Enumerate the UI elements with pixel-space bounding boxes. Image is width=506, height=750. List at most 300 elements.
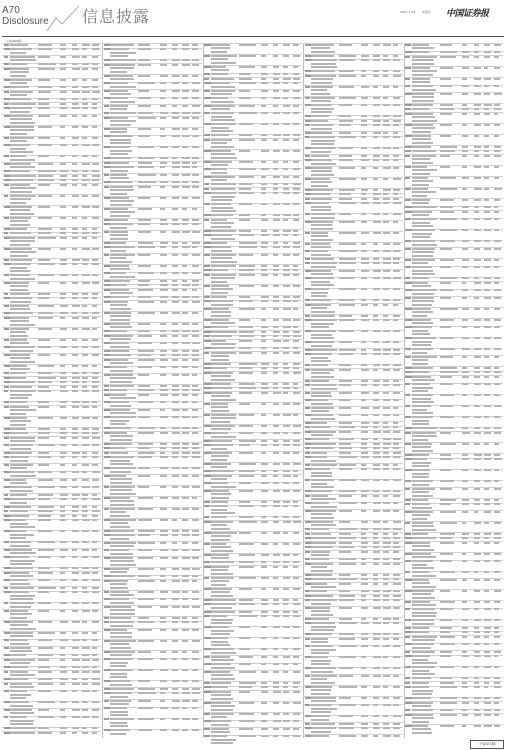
table-cell — [462, 166, 467, 168]
table-cell — [138, 97, 151, 99]
table-cell — [361, 44, 368, 46]
table-cell — [293, 482, 299, 484]
table-cell — [339, 319, 355, 321]
table-cell — [104, 354, 110, 356]
table-cell — [494, 56, 500, 58]
table-cell — [239, 97, 251, 99]
table-cell — [204, 501, 210, 503]
table-cell — [110, 515, 129, 517]
table-cell — [494, 150, 500, 152]
table-cell — [474, 337, 481, 339]
table-cell — [462, 537, 468, 539]
table-cell — [283, 720, 291, 722]
table-cell — [239, 242, 257, 244]
table-cell — [412, 70, 438, 72]
table-cell — [211, 550, 233, 552]
table-cell — [412, 597, 435, 599]
table-cell — [104, 707, 110, 709]
table-cell — [239, 490, 254, 492]
table-cell — [160, 342, 167, 344]
table-cell — [82, 659, 90, 661]
table-cell — [192, 48, 198, 50]
table-cell — [383, 159, 389, 161]
table-cell — [60, 312, 68, 314]
table-cell — [393, 392, 399, 394]
table-cell — [4, 56, 9, 58]
table-cell — [261, 702, 267, 704]
table-cell — [311, 498, 336, 500]
table-cell — [60, 639, 68, 641]
table-cell — [484, 682, 490, 684]
table-cell — [273, 112, 280, 114]
table-cell — [110, 101, 134, 103]
table-cell — [393, 299, 400, 301]
table-cell — [412, 304, 433, 306]
table-cell — [412, 545, 431, 547]
table-cell — [60, 632, 66, 634]
table-cell — [38, 602, 51, 604]
table-cell — [311, 59, 337, 61]
table-cell — [311, 614, 332, 616]
table-cell — [440, 619, 453, 621]
table-cell — [283, 475, 291, 477]
table-cell — [60, 486, 67, 488]
table-cell — [38, 98, 49, 100]
table-cell — [138, 575, 149, 577]
table-cell — [283, 516, 289, 518]
table-cell — [393, 431, 400, 433]
table-cell — [412, 162, 433, 164]
table-cell — [10, 587, 34, 589]
table-cell — [305, 364, 311, 366]
newspaper-logo: 中国证券报 — [446, 9, 489, 19]
table-cell — [283, 577, 290, 579]
table-cell — [10, 526, 35, 528]
table-cell — [182, 246, 189, 248]
table-cell — [10, 720, 34, 722]
table-cell — [211, 444, 233, 446]
table-cell — [160, 452, 165, 454]
table-cell — [60, 671, 67, 673]
table-cell — [4, 610, 10, 612]
table-cell — [440, 427, 455, 429]
table-cell — [160, 359, 168, 361]
table-cell — [110, 189, 134, 191]
table-cell — [138, 166, 154, 168]
table-cell — [311, 574, 332, 576]
table-cell — [474, 85, 481, 87]
table-cell — [494, 709, 500, 711]
table-cell — [383, 262, 391, 264]
table-cell — [82, 452, 87, 454]
table-cell — [92, 678, 100, 680]
table-cell — [38, 647, 53, 649]
table-cell — [38, 591, 49, 593]
table-cell — [182, 568, 190, 570]
table-cell — [412, 131, 431, 133]
table-cell — [393, 202, 401, 204]
table-cell — [138, 617, 149, 619]
table-cell — [92, 305, 97, 307]
table-cell — [494, 631, 499, 633]
table-cell — [160, 542, 166, 544]
table-cell — [60, 217, 66, 219]
table-cell — [92, 428, 99, 430]
table-cell — [383, 270, 390, 272]
table-cell — [339, 243, 356, 245]
table-cell — [72, 377, 80, 379]
table-cell — [192, 135, 199, 137]
table-cell — [204, 123, 210, 125]
table-cell — [211, 265, 236, 267]
table-cell — [393, 369, 399, 371]
table-cell — [383, 232, 390, 234]
table-cell — [204, 720, 210, 722]
table-cell — [82, 515, 87, 517]
table-cell — [172, 335, 177, 337]
table-cell — [311, 414, 333, 416]
table-cell — [412, 686, 430, 688]
table-cell — [283, 735, 289, 737]
table-cell — [393, 136, 399, 138]
table-cell — [293, 691, 300, 693]
table-cell — [138, 162, 152, 164]
table-cell — [393, 277, 400, 279]
section-title-chinese: 信息披露 — [82, 7, 151, 26]
table-cell — [273, 392, 281, 394]
table-cell — [462, 188, 468, 190]
table-cell — [192, 359, 198, 361]
table-cell — [283, 105, 290, 107]
table-cell — [305, 426, 310, 428]
table-cell — [92, 452, 98, 454]
table-cell — [393, 97, 400, 99]
table-cell — [273, 188, 278, 190]
table-cell — [192, 580, 197, 582]
table-cell — [110, 447, 126, 449]
table-cell — [383, 502, 390, 504]
table-cell — [110, 700, 131, 702]
table-cell — [494, 326, 501, 328]
table-cell — [474, 686, 481, 688]
table-cell — [273, 123, 279, 125]
table-cell — [494, 677, 501, 679]
table-cell — [373, 392, 378, 394]
table-cell — [211, 326, 228, 328]
table-cell — [412, 725, 428, 727]
table-cell — [38, 610, 49, 612]
table-cell — [339, 159, 353, 161]
table-cell — [412, 150, 436, 152]
table-cell — [305, 537, 311, 539]
table-cell — [462, 85, 469, 87]
table-cell — [293, 403, 300, 405]
table-cell — [273, 425, 279, 427]
table-cell — [92, 437, 100, 439]
table-cell — [305, 86, 310, 88]
table-cell — [311, 678, 327, 680]
table-cell — [138, 59, 150, 61]
table-cell — [60, 417, 67, 419]
table-cell — [383, 341, 390, 343]
table-cell — [138, 443, 153, 445]
table-cell — [211, 395, 230, 397]
table-cell — [110, 680, 131, 682]
table-cell — [361, 607, 368, 609]
table-cell — [462, 155, 467, 157]
table-cell — [361, 258, 368, 260]
table-cell — [373, 735, 378, 737]
table-cell — [110, 519, 136, 521]
table-cell — [82, 464, 89, 466]
table-cell — [440, 297, 452, 299]
table-cell — [462, 282, 467, 284]
table-cell — [211, 164, 228, 166]
table-cell — [261, 73, 268, 75]
table-cell — [110, 131, 127, 133]
table-cell — [261, 501, 267, 503]
table-cell — [192, 242, 199, 244]
table-cell — [383, 364, 388, 366]
table-cell — [339, 262, 356, 264]
table-cell — [283, 713, 289, 715]
table-cell — [373, 563, 378, 565]
table-cell — [104, 112, 109, 114]
table-cell — [261, 392, 268, 394]
table-cell — [211, 641, 228, 643]
table-cell — [10, 293, 30, 295]
table-cell — [182, 575, 189, 577]
table-cell — [361, 479, 369, 481]
table-cell — [373, 97, 380, 99]
table-cell — [10, 278, 35, 280]
table-cell — [462, 651, 467, 653]
table-cell — [211, 315, 232, 317]
table-cell — [138, 606, 151, 608]
table-cell — [138, 82, 154, 84]
table-cell — [211, 101, 234, 103]
table-cell — [60, 63, 66, 65]
table-cell — [211, 199, 232, 201]
table-cell — [110, 621, 134, 623]
table-cell — [211, 355, 229, 357]
table-cell — [92, 471, 100, 473]
table-cell — [383, 537, 390, 539]
table-cell — [412, 593, 431, 595]
table-cell — [10, 357, 30, 359]
table-cell — [494, 427, 502, 429]
table-cell — [110, 272, 126, 274]
table-cell — [192, 296, 198, 298]
table-cell — [110, 362, 133, 364]
table-cell — [494, 240, 501, 242]
table-cell — [293, 203, 300, 205]
table-cell — [484, 636, 490, 638]
table-cell — [339, 645, 357, 647]
table-cell — [283, 274, 290, 276]
table-cell — [405, 636, 410, 638]
table-cell — [462, 289, 468, 291]
table-cell — [10, 678, 28, 680]
table-cell — [494, 383, 500, 385]
table-cell — [211, 55, 237, 57]
table-cell — [311, 403, 333, 405]
table-cell — [412, 177, 429, 179]
table-cell — [211, 238, 235, 240]
table-cell — [412, 104, 433, 106]
table-cell — [293, 134, 300, 136]
table-cell — [474, 571, 479, 573]
table-cell — [305, 551, 310, 553]
table-cell — [474, 104, 481, 106]
table-cell — [462, 627, 468, 629]
table-cell — [110, 420, 129, 422]
table-cell — [172, 112, 179, 114]
table-cell — [110, 583, 127, 585]
table-cell — [211, 497, 230, 499]
table-cell — [172, 174, 179, 176]
table-cell — [305, 315, 310, 317]
table-cell — [38, 163, 53, 165]
table-cell — [110, 326, 132, 328]
table-cell — [82, 195, 88, 197]
table-cell — [462, 367, 467, 369]
table-cell — [261, 254, 268, 256]
table-cell — [182, 284, 190, 286]
table-cell — [10, 191, 32, 193]
table-cell — [393, 258, 400, 260]
table-cell — [172, 591, 180, 593]
table-cell — [211, 82, 230, 84]
table-cell — [239, 475, 254, 477]
table-cell — [383, 399, 390, 401]
table-cell — [311, 426, 330, 428]
table-cell — [484, 511, 491, 513]
table-cell — [192, 335, 198, 337]
table-cell — [273, 516, 278, 518]
table-cell — [311, 100, 331, 102]
table-cell — [92, 610, 98, 612]
table-cell — [110, 186, 133, 188]
table-cell — [110, 153, 128, 155]
table-cell — [339, 270, 355, 272]
table-cell — [192, 575, 198, 577]
table-cell — [440, 627, 453, 629]
table-cell — [10, 530, 26, 532]
table-cell — [311, 697, 336, 699]
table-cell — [92, 486, 99, 488]
table-cell — [412, 63, 435, 65]
table-cell — [412, 631, 430, 633]
table-cell — [160, 272, 167, 274]
table-cell — [440, 371, 458, 373]
table-cell — [393, 349, 399, 351]
table-cell — [4, 63, 10, 65]
table-cell — [182, 621, 189, 623]
table-cell — [211, 150, 231, 152]
table-cell — [38, 690, 51, 692]
table-cell — [305, 193, 311, 195]
table-cell — [293, 112, 300, 114]
table-cell — [110, 200, 134, 202]
table-cell — [92, 530, 98, 532]
table-cell — [211, 108, 231, 110]
table-cell — [373, 167, 378, 169]
table-cell — [10, 666, 28, 668]
table-cell — [110, 342, 128, 344]
table-cell — [10, 647, 31, 649]
table-cell — [474, 93, 482, 95]
table-cell — [192, 692, 199, 694]
table-cell — [311, 595, 333, 597]
table-cell — [305, 369, 310, 371]
table-cell — [361, 232, 368, 234]
table-cell — [412, 166, 428, 168]
table-cell — [138, 289, 152, 291]
table-cell — [361, 364, 366, 366]
table-cell — [405, 383, 410, 385]
table-cell — [160, 718, 165, 720]
table-cell — [305, 250, 310, 252]
table-cell — [110, 105, 127, 107]
table-cell — [72, 572, 79, 574]
table-cell — [393, 189, 400, 191]
table-cell — [92, 317, 97, 319]
table-cell — [160, 354, 165, 356]
table-cell — [182, 135, 190, 137]
table-column — [2, 43, 102, 738]
table-cell — [412, 608, 435, 610]
table-cell — [305, 558, 310, 560]
table-cell — [412, 564, 428, 566]
table-cell — [110, 676, 127, 678]
table-cell — [10, 79, 32, 81]
table-cell — [283, 372, 289, 374]
table-cell — [211, 372, 233, 374]
table-cell — [412, 454, 430, 456]
table-cell — [10, 671, 28, 673]
table-cell — [484, 337, 491, 339]
table-cell — [412, 693, 432, 695]
table-cell — [60, 377, 67, 379]
table-cell — [10, 209, 30, 211]
table-cell — [311, 170, 332, 172]
table-cell — [4, 602, 9, 604]
table-cell — [182, 580, 189, 582]
table-cell — [38, 137, 50, 139]
table-cell — [172, 162, 179, 164]
table-cell — [373, 414, 378, 416]
table-cell — [211, 622, 232, 624]
table-cell — [110, 452, 128, 454]
table-cell — [92, 572, 98, 574]
table-cell — [110, 522, 128, 524]
table-cell — [239, 686, 252, 688]
table-cell — [211, 157, 237, 159]
table-cell — [211, 73, 228, 75]
table-cell — [92, 217, 99, 219]
table-cell — [405, 356, 411, 358]
table-cell — [138, 568, 154, 570]
table-cell — [383, 392, 389, 394]
table-cell — [92, 556, 99, 558]
table-cell — [293, 501, 299, 503]
table-cell — [10, 335, 28, 337]
table-cell — [204, 112, 210, 114]
table-cell — [138, 374, 149, 376]
table-cell — [474, 608, 480, 610]
table-cell — [494, 454, 501, 456]
